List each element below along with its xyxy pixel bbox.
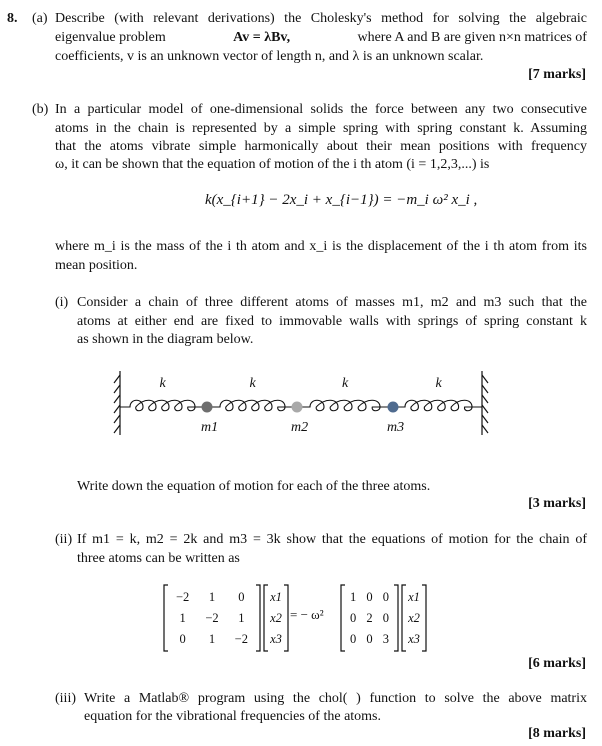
- matrix-b-cell: 3: [382, 632, 389, 646]
- part-a-text-line2: [55, 29, 587, 47]
- part-a-label: (a): [32, 11, 48, 26]
- part-b-i-text-line1: Consider a chain of three different atoms of masses m1, m2 and m3 such that the: [77, 295, 587, 310]
- matrix-equation: [162, 583, 442, 655]
- matrix-a-cell: 0: [238, 590, 245, 604]
- part-b-label: (b): [32, 102, 49, 117]
- matrix-b-cell: 0: [366, 632, 373, 646]
- part-b-text-line3: that the atoms vibrate simple harmonically about their mean positions with frequency: [55, 139, 587, 154]
- vector-x-left: [268, 587, 284, 650]
- vector-x-left-cell: x2: [270, 611, 282, 625]
- part-b-ii-label: (ii): [55, 532, 73, 547]
- vector-x-right-cell: x3: [408, 632, 420, 646]
- part-b-iii-text-line1: Write a Matlab® program using the chol( ) function to solve the above matrix: [84, 691, 587, 706]
- question-number: 8.: [7, 11, 18, 26]
- matrix-b-cell: 1: [350, 590, 357, 604]
- part-b-iii-text-line2: equation for the vibrational frequencies of the atoms.: [84, 709, 382, 724]
- part-b-text-line4: ω, it can be shown that the equation of motion of the i th atom (i = 1,2,3,...) is: [55, 157, 490, 172]
- matrix-a-cell: −2: [205, 611, 219, 625]
- vector-x-right: [406, 587, 422, 650]
- spring-mass-diagram: [110, 365, 495, 445]
- part-b-i-instruction: Write down the equation of motion for each of the three atoms.: [77, 479, 431, 494]
- matrix-a-cell: −2: [234, 632, 248, 646]
- matrix-a-cell: 1: [179, 611, 186, 625]
- matrix-a-row: [168, 629, 256, 650]
- part-a-text-line3: coefficients, v is an unknown vector of length n, and λ is an unknown scalar.: [55, 49, 484, 64]
- spring-constant-label: k: [435, 376, 442, 391]
- part-b-iii-label: (iii): [55, 691, 76, 706]
- mass-label-3: m3: [387, 420, 405, 435]
- vector-x-right-row: [406, 629, 422, 650]
- spring-2: [210, 400, 295, 411]
- part-a-l2-end: where A and B are given n×n matrices of: [357, 30, 587, 45]
- part-b-text-line5: where m_i is the mass of the i th atom and x_i is the displacement of the i th atom from its: [55, 239, 587, 254]
- part-b-ii-text-line1: If m1 = k, m2 = 2k and m3 = 3k show that the equations of motion for the chain of: [77, 532, 587, 547]
- equation-of-motion: k(x_{i+1} − 2x_i + x_{i−1}) = −m_i ω² x_i ,: [205, 192, 478, 208]
- matrix-b-row: [345, 587, 394, 608]
- matrix-b-row: [345, 629, 394, 650]
- matrix-b: [345, 587, 394, 650]
- mass-2: [292, 402, 303, 413]
- part-b-text-line1: In a particular model of one-dimensional solids the force between any two consecutive: [55, 102, 587, 117]
- part-b-iii-marks: [8 marks]: [528, 726, 586, 741]
- vector-x-right-row: [406, 587, 422, 608]
- matrix-a-cell: 1: [208, 590, 216, 604]
- matrix-b-cell: 0: [382, 611, 389, 625]
- matrix-b-cell: 0: [350, 632, 357, 646]
- left-wall: [114, 371, 120, 435]
- part-b-text-line2: atoms in the chain is represented by a simple spring with spring constant k. Assuming: [55, 121, 587, 136]
- part-b-ii-marks: [6 marks]: [528, 656, 586, 671]
- vector-x-right-cell: x1: [408, 590, 420, 604]
- vector-x-left-row: [268, 587, 284, 608]
- part-a-l2-start: eigenvalue problem: [55, 30, 166, 45]
- spring-1: [120, 400, 205, 411]
- matrix-b-row: [345, 608, 394, 629]
- eigen-equation: Av = λBv,: [233, 30, 291, 45]
- part-a-text-line1: Describe (with relevant derivations) the Cholesky's method for solving the algebraic: [55, 11, 587, 26]
- matrix-a-cell: −2: [176, 590, 190, 604]
- right-wall: [482, 371, 488, 435]
- matrix-b-cell: 0: [350, 611, 357, 625]
- mass-3: [388, 402, 399, 413]
- vector-x-left-row: [268, 629, 284, 650]
- matrix-a-row: [168, 608, 256, 629]
- matrix-b-cell: 2: [366, 611, 373, 625]
- omega-coefficient: = − ω²: [290, 607, 324, 622]
- matrix-a: [168, 587, 256, 650]
- spring-4: [395, 400, 482, 411]
- mass-label-2: m2: [291, 420, 309, 435]
- matrix-a-cell: 0: [179, 632, 186, 646]
- matrix-a-cell: 1: [208, 632, 216, 646]
- matrix-b-cell: 0: [366, 590, 373, 604]
- part-b-text-line6: mean position.: [55, 258, 138, 273]
- part-b-i-text-line3: as shown in the diagram below.: [77, 332, 254, 347]
- vector-x-right-cell: x2: [408, 611, 420, 625]
- vector-x-left-row: [268, 608, 284, 629]
- spring-constant-label: k: [159, 376, 166, 391]
- part-a-marks: [7 marks]: [528, 67, 586, 82]
- part-b-i-text-line2: atoms at either end are fixed to immovable walls with springs of spring constant k: [77, 314, 587, 329]
- part-b-ii-text-line2: three atoms can be written as: [77, 551, 240, 566]
- matrix-a-row: [168, 587, 256, 608]
- mass-label-1: m1: [201, 420, 219, 435]
- part-b-i-marks: [3 marks]: [528, 496, 586, 511]
- spring-constant-label: k: [342, 376, 349, 391]
- spring-constant-label: k: [249, 376, 256, 391]
- matrix-b-cell: 0: [382, 590, 389, 604]
- part-b-i-label: (i): [55, 295, 69, 310]
- vector-x-left-cell: x1: [270, 590, 282, 604]
- matrix-a-cell: 1: [238, 611, 245, 625]
- spring-3: [300, 400, 390, 411]
- vector-x-left-cell: x3: [270, 632, 282, 646]
- vector-x-right-row: [406, 608, 422, 629]
- mass-1: [202, 402, 213, 413]
